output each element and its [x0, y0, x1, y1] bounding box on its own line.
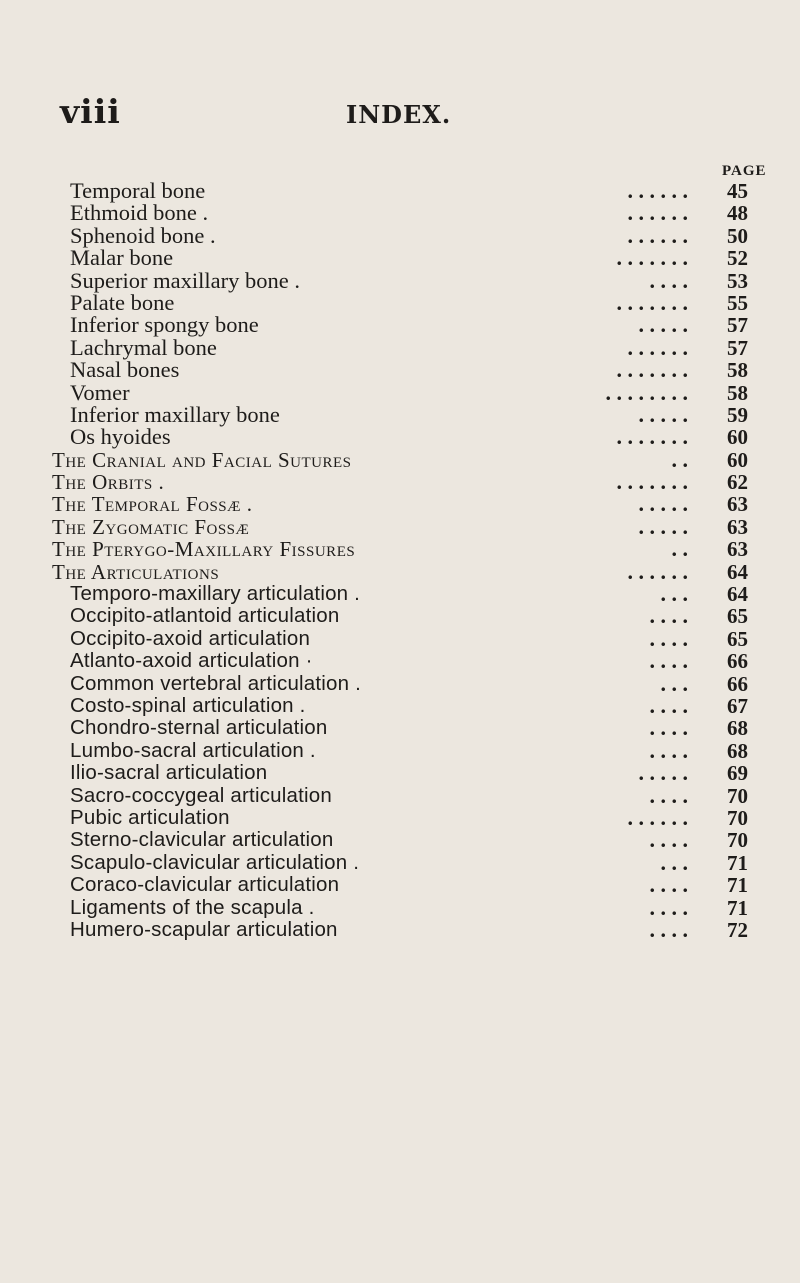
leader-dots: . . . . [649, 872, 688, 898]
entry-page-number: 71 [727, 873, 748, 898]
entry-label: Inferior maxillary bone [70, 401, 280, 427]
leader-dots: . . . . [649, 782, 688, 808]
page-header [0, 92, 800, 132]
index-entry [0, 583, 800, 605]
entry-label: Ethmoid bone . [70, 200, 209, 226]
leader-dots: . . . . [649, 692, 688, 718]
entry-label: Ligaments of the scapula . [70, 895, 315, 919]
entry-page-number: 60 [727, 425, 748, 450]
entry-label: Temporo-maxillary articulation . [70, 582, 361, 606]
leader-dots: . . . . . . [627, 804, 688, 830]
entry-page-number: 67 [727, 693, 748, 718]
index-entry [0, 314, 800, 336]
page-number: viii [60, 92, 121, 131]
leader-dots: . . . . . . . [616, 469, 688, 495]
entry-label: Pubic articulation [70, 805, 230, 829]
index-entry [0, 717, 800, 739]
entry-label: Sacro-coccygeal articulation [70, 783, 332, 807]
index-entry [0, 670, 800, 696]
entry-label: Palate bone [70, 289, 175, 315]
leader-dots: . . . . . [638, 491, 688, 517]
entry-page-number: 64 [727, 582, 748, 607]
entry-label: Humero-scapular articulation [70, 917, 338, 941]
entry-label: Occipito-atlantoid articulation [70, 604, 340, 628]
index-entry [0, 538, 800, 560]
index-entry [0, 493, 800, 515]
entry-label: Malar bone [70, 245, 174, 271]
entry-page-number: 58 [727, 380, 748, 405]
entry-page-number: 68 [727, 716, 748, 741]
leader-dots: . . [671, 536, 688, 562]
index-entries [0, 180, 800, 941]
entry-label: Temporal bone [70, 178, 206, 203]
entry-page-number: 66 [727, 649, 748, 674]
entry-label: Common vertebral articulation . [70, 671, 362, 695]
entry-page-number: 63 [727, 492, 748, 517]
entry-page-number: 70 [727, 828, 748, 853]
index-entry [0, 471, 800, 493]
index-entry [0, 222, 800, 248]
entry-page-number: 68 [727, 738, 748, 763]
index-entry [0, 247, 800, 269]
entry-label: Ilio-sacral articulation [70, 761, 268, 785]
entry-label: Nasal bones [70, 357, 180, 383]
entry-page-number: 65 [727, 604, 748, 629]
leader-dots: . . . . . . . . [605, 379, 688, 405]
leader-dots: . . . . . . . [616, 289, 688, 315]
leader-dots: . . . . [649, 603, 688, 629]
index-entry [0, 874, 800, 896]
leader-dots: . . . . [649, 827, 688, 853]
index-entry [0, 180, 800, 202]
entry-label: The Orbits . [52, 470, 165, 495]
leader-dots: . . . . [649, 625, 688, 651]
entry-label: Inferior spongy bone [70, 312, 259, 338]
running-title: INDEX. [346, 100, 452, 129]
leader-dots: . . . . [649, 894, 688, 920]
entry-label: Chondro-sternal articulation [70, 716, 328, 740]
leader-dots: . . . . . . . [616, 357, 688, 383]
index-entry [0, 916, 800, 942]
index-entry [0, 692, 800, 718]
entry-page-number: 60 [727, 447, 748, 472]
entry-label: Sphenoid bone . [70, 222, 216, 248]
index-entry [0, 379, 800, 405]
index-entry [0, 513, 800, 539]
leader-dots: . . . . . . [627, 200, 688, 226]
index-entry [0, 558, 800, 584]
entry-page-number: 70 [727, 805, 748, 830]
entry-label: The Articulations [52, 559, 220, 584]
index-entry [0, 359, 800, 381]
leader-dots: . . . . . . [627, 558, 688, 584]
entry-page-number: 57 [727, 335, 748, 360]
index-entry [0, 829, 800, 851]
entry-page-number: 72 [727, 917, 748, 942]
entry-page-number: 48 [727, 201, 748, 226]
leader-dots: . . . [660, 670, 688, 696]
entry-page-number: 63 [727, 514, 748, 539]
entry-page-number: 70 [727, 783, 748, 808]
leader-dots: . . . . [649, 737, 688, 763]
entry-page-number: 55 [727, 290, 748, 315]
entry-page-number: 71 [727, 895, 748, 920]
entry-page-number: 50 [727, 223, 748, 248]
entry-page-number: 53 [727, 268, 748, 293]
entry-label: Costo-spinal articulation . [70, 693, 306, 717]
index-entry [0, 401, 800, 427]
leader-dots: . . . . . [638, 401, 688, 427]
index-entry [0, 804, 800, 830]
index-entry [0, 605, 800, 627]
entry-label: The Pterygo-Maxillary Fissures [52, 537, 356, 562]
entry-page-number: 69 [727, 761, 748, 786]
leader-dots: . . . . . . [627, 334, 688, 360]
leader-dots: . . . . [649, 648, 688, 674]
index-entry [0, 625, 800, 651]
entry-label: Lumbo-sacral articulation . [70, 738, 316, 762]
index-entry [0, 446, 800, 472]
index-entry [0, 762, 800, 784]
index-entry [0, 202, 800, 224]
leader-dots: . . . [660, 581, 688, 607]
entry-label: Scapulo-clavicular articulation . [70, 850, 360, 874]
leader-dots: . . . . . . . [616, 424, 688, 450]
entry-label: Superior maxillary bone . [70, 267, 300, 293]
index-entry [0, 849, 800, 875]
entry-page-number: 65 [727, 626, 748, 651]
leader-dots: . . . [660, 849, 688, 875]
entry-page-number: 45 [727, 179, 748, 203]
entry-label: Coraco-clavicular articulation [70, 873, 340, 897]
leader-dots: . . . . . . [627, 178, 688, 203]
index-entry [0, 334, 800, 360]
entry-label: Occipito-axoid articulation [70, 626, 311, 650]
entry-label: The Temporal Fossæ . [52, 492, 253, 517]
index-entry [0, 894, 800, 920]
entry-page-number: 58 [727, 358, 748, 383]
leader-dots: . . . . . . [627, 222, 688, 248]
entry-page-number: 57 [727, 313, 748, 338]
leader-dots: . . . . . [638, 312, 688, 338]
entry-label: Atlanto-axoid articulation · [70, 649, 313, 673]
entry-page-number: 59 [727, 402, 748, 427]
entry-page-number: 64 [727, 559, 748, 584]
index-entry [0, 650, 800, 672]
index-entry [0, 267, 800, 293]
entry-label: Sterno-clavicular articulation [70, 828, 334, 852]
leader-dots: . . . . [649, 715, 688, 741]
index-entry [0, 289, 800, 315]
entry-page-number: 63 [727, 537, 748, 562]
entry-label: Os hyoides [70, 424, 171, 450]
entry-page-number: 62 [727, 470, 748, 495]
entry-label: The Zygomatic Fossæ [52, 514, 250, 539]
leader-dots: . . . . [649, 267, 688, 293]
leader-dots: . . . . . [638, 760, 688, 786]
leader-dots: . . . . . [638, 513, 688, 539]
entry-page-number: 66 [727, 671, 748, 696]
entry-label: Vomer [70, 379, 130, 405]
leader-dots: . . . . [649, 916, 688, 942]
leader-dots: . . [671, 446, 688, 472]
entry-page-number: 52 [727, 246, 748, 271]
page-column-label: PAGE [722, 163, 767, 179]
entry-label: The Cranial and Facial Sutures [52, 447, 352, 472]
leader-dots: . . . . . . . [616, 245, 688, 271]
entry-label: Lachrymal bone [70, 334, 217, 360]
entry-page-number: 71 [727, 850, 748, 875]
index-entry [0, 737, 800, 763]
index-entry [0, 426, 800, 448]
index-entry [0, 782, 800, 808]
